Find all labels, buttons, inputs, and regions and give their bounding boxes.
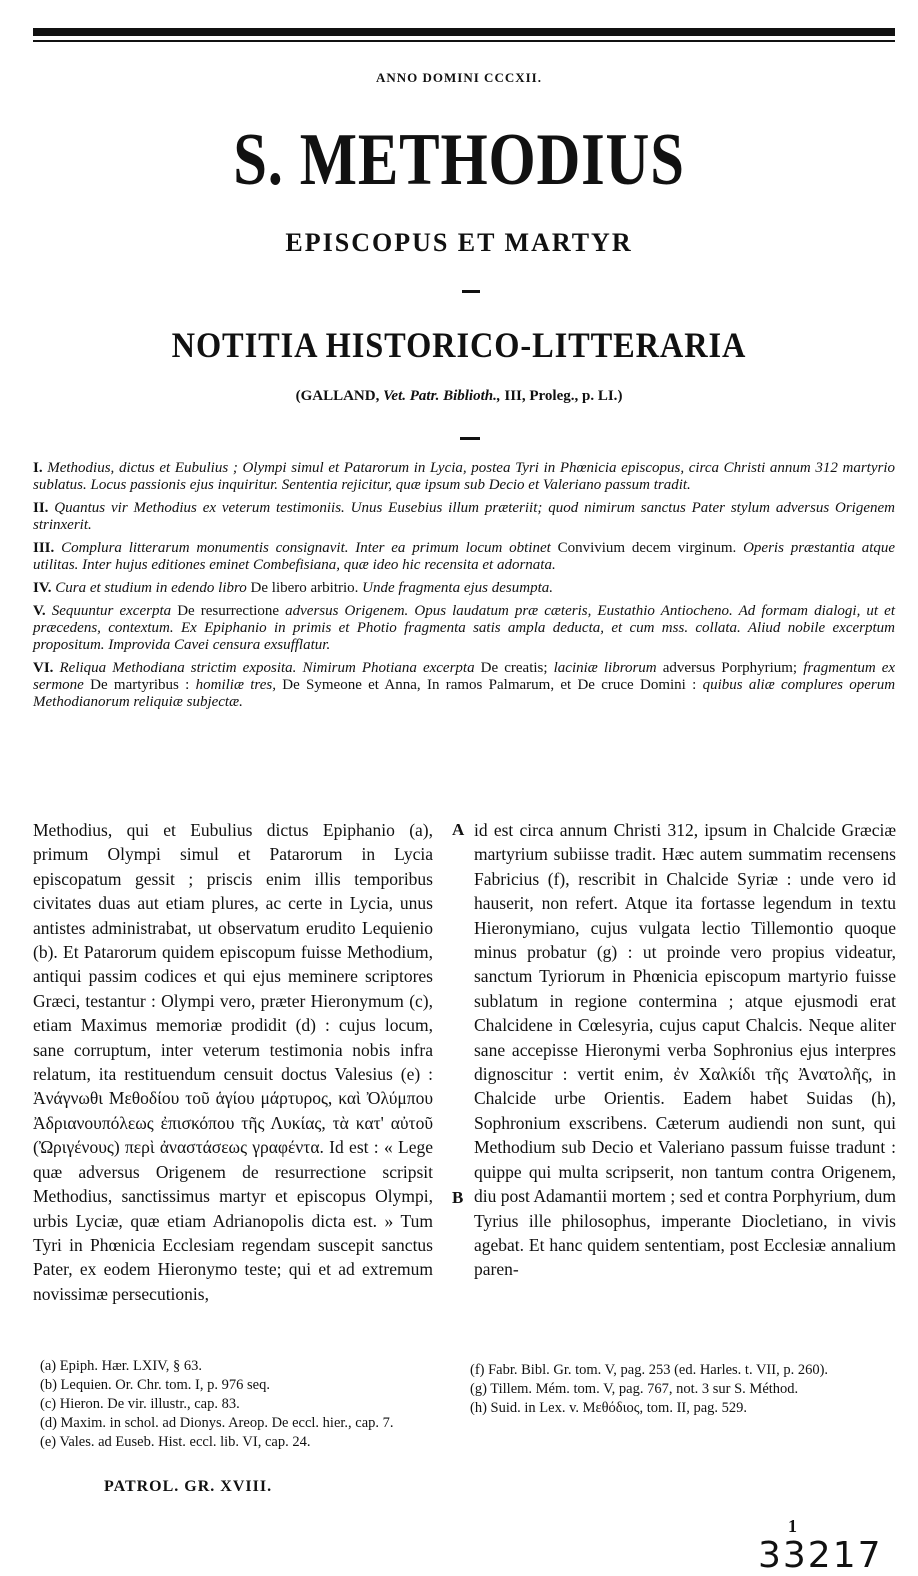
section-title: NOTITIA HISTORICO-LITTERARIA	[171, 325, 747, 365]
footnote-b: (b) Lequien. Or. Chr. tom. I, p. 976 seq.	[40, 1377, 270, 1393]
anno-domini: ANNO DOMINI CCCXII.	[376, 70, 542, 85]
footnotes-left	[40, 1358, 440, 1453]
footnote-a: (a) Epiph. Hær. LXIV, § 63.	[40, 1358, 203, 1374]
patrologia-signature: PATROL. GR. XVIII.	[104, 1478, 273, 1495]
source-reference: (GALLAND, Vet. Patr. Biblioth., III, Proleg., p. LI.)	[295, 388, 623, 404]
body-left-column	[33, 818, 433, 1306]
footnote-g: (g) Tillem. Mém. tom. V, pag. 767, not. 3 sur S. Méthod.	[470, 1381, 799, 1397]
body-right-column	[474, 818, 896, 1282]
footnote-c: (c) Hieron. De vir. illustr., cap. 83.	[40, 1396, 240, 1412]
section-divider	[460, 437, 480, 440]
summary-item-4: IV. Cura et studium in edendo libro De libero arbitrio. Unde fragmenta ejus desumpta.	[33, 580, 553, 596]
footnote-e: (e) Vales. ad Euseb. Hist. eccl. lib. VI, cap. 24.	[40, 1434, 311, 1450]
summary-item-6: VI. Reliqua Methodiana strictim exposita. Nimirum Photiana excerpta De creatis; laciniæ librorum adversus Porphyrium; fragmentum ex sermone De martyribus : homiliæ tres, De Symeone et Anna, In ramos Palmarum, et De cruce Domini : quibus aliæ complures operum Methodianorum reliquiæ subjectæ.	[33, 660, 896, 710]
page-subtitle: EPISCOPUS ET MARTYR	[285, 228, 633, 257]
body-right-text: id est circa annum Christi 312, ipsum in Chalcide Græciæ martyrium subiisse tradit. Hæc autem summatim recensens Fabricius (f), rescribit in Chalcide Syriæ : unde vero id hauserit, non refert. Atque ita fortasse legendum in textu Hieronymiano, cujus vulgata lectio Tillemontio quoque minus probatur (g) : ut proinde vero propius videatur, sanctum Tyriorum in Phœnicia episcopum martyrio fuisse sublatum in regione contermina ; atque ejusmodi erat Chalcidene in Cœlesyria, cujus caput Chalcis. Neque aliter sane accepisse Hieronymi verba Sophronius ejus interpres dignoscitur : vertit enim, ἐν Χαλκίδι τῆς Ἀνατολῆς, in Chalcide urbe Orientis. Eadem habet Suidas (h), Sophronium exscribens. Cæterum audiendi non sunt, qui Methodium sub Decio et Valeriano passum fuisse tradunt : quippe qui multa scripserit, non tantum contra Origenem, diu post Adamantii mortem ; sed et contra Porphyrium, dum Tyrius ille philosophus, imperante Diocletiano, in vivis agebat. Et hanc quidem sententiam, post Ecclesiæ annalium paren-	[474, 820, 896, 1280]
footnote-d: (d) Maxim. in schol. ad Dionys. Areop. De eccl. hier., cap. 7.	[40, 1415, 394, 1431]
margin-marker-a: A	[452, 820, 465, 839]
summary-item-2: II. Quantus vir Methodius ex veterum testimoniis. Unus Eusebius illum præteriit; quod nimirum sanctus Pater stylum adversus Origenem strinxerit.	[33, 500, 895, 533]
summary-item-3: III. Complura litterarum monumentis consignavit. Inter ea primum locum obtinet Convivium decem virginum. Operis præstantia atque utilitas. Inter hujus editiones eminet Combefisiana, quæ ideo hic recensita et adornata.	[33, 540, 896, 573]
margin-marker-b: B	[452, 1188, 464, 1207]
reference-author: GALLAND,	[300, 388, 380, 404]
page-title: S. METHODIUS	[233, 119, 685, 201]
summary-item-1: I. Methodius, dictus et Eubulius ; Olympi simul et Patarorum in Lycia, postea Tyri in Phœnicia episcopus, circa Christi annum 312 martyrio sublatus. Locus passionis ejus inquiritur. Sententia rejicitur, quæ ipsum sub Decio et Valeriano passum tradit.	[33, 460, 896, 493]
reference-work: Vet. Patr. Biblioth.,	[383, 388, 501, 404]
footnotes-right	[470, 1362, 895, 1419]
footnote-h: (h) Suid. in Lex. v. Μεθόδιος, tom. II, pag. 529.	[470, 1400, 748, 1416]
footnote-f: (f) Fabr. Bibl. Gr. tom. V, pag. 253 (ed. Harles. t. VII, p. 260).	[470, 1362, 829, 1378]
title-divider	[462, 290, 480, 293]
reference-rest: III, Proleg., p. LI.	[504, 388, 618, 404]
top-rule-thick	[33, 28, 895, 36]
top-rule-thin	[33, 40, 895, 42]
chapter-summary	[33, 460, 895, 717]
page-number: 1	[788, 1516, 797, 1536]
summary-item-5: V. Sequuntur excerpta De resurrectione adversus Origenem. Opus laudatum præ cæteris, Eustathio Antiocheno. Ad formam dialogi, ut et præcedens, contextum. Ex Epiphanio in primis et Photio fragmenta satis ampla deducta, et cum mss. collata. Aliud nobile excerptum propositum. Improvida Cavei censura exsufflatur.	[33, 603, 895, 653]
body-left-text: Methodius, qui et Eubulius dictus Epiphanio (a), primum Olympi simul et Patarorum in Lycia episcopatum gessit ; priscis enim illis temporibus civitates duas aut etiam plures, ac certe in Lycia, unus antistes administrabat, ut observatum erudito Lequienio (b). Et Patarorum quidem episcopum fuisse Methodium, antiqui passim codices et qui ejus meminere scriptores Græci, testantur : Olympi vero, præter Hieronymum (c), etiam Maximus memoriæ prodidit (d) : cujus locum, sane corruptum, inter veterum testimonia nobis infra relatum, ita restituendum censuit doctus Valesius (e) : Ἀνάγνωθι Μεθοδίου τοῦ ἁγίου μάρτυρος, καὶ Ὀλύμπου Ἀδριανουπόλεως ἐπισκόπου τῆς Λυκίας, τὰ κατ' αὐτοῦ (Ὠριγένους) περὶ ἀναστάσεως γραφέντα. Id est : « Lege quæ adversus Origenem de resurrectione scripsit Methodius, sanctissimus martyr et episcopus Olympi, urbis Lyciæ, quæ etiam Adrianopolis dicta est. » Tum Tyri in Phœnicia Ecclesiam regendam suscepit sanctus Pater, ex eodem Hieronymo teste; qui et ad extremum novissimæ persecutionis,	[33, 820, 433, 1304]
handwritten-accession-number: 33217	[758, 1535, 883, 1576]
